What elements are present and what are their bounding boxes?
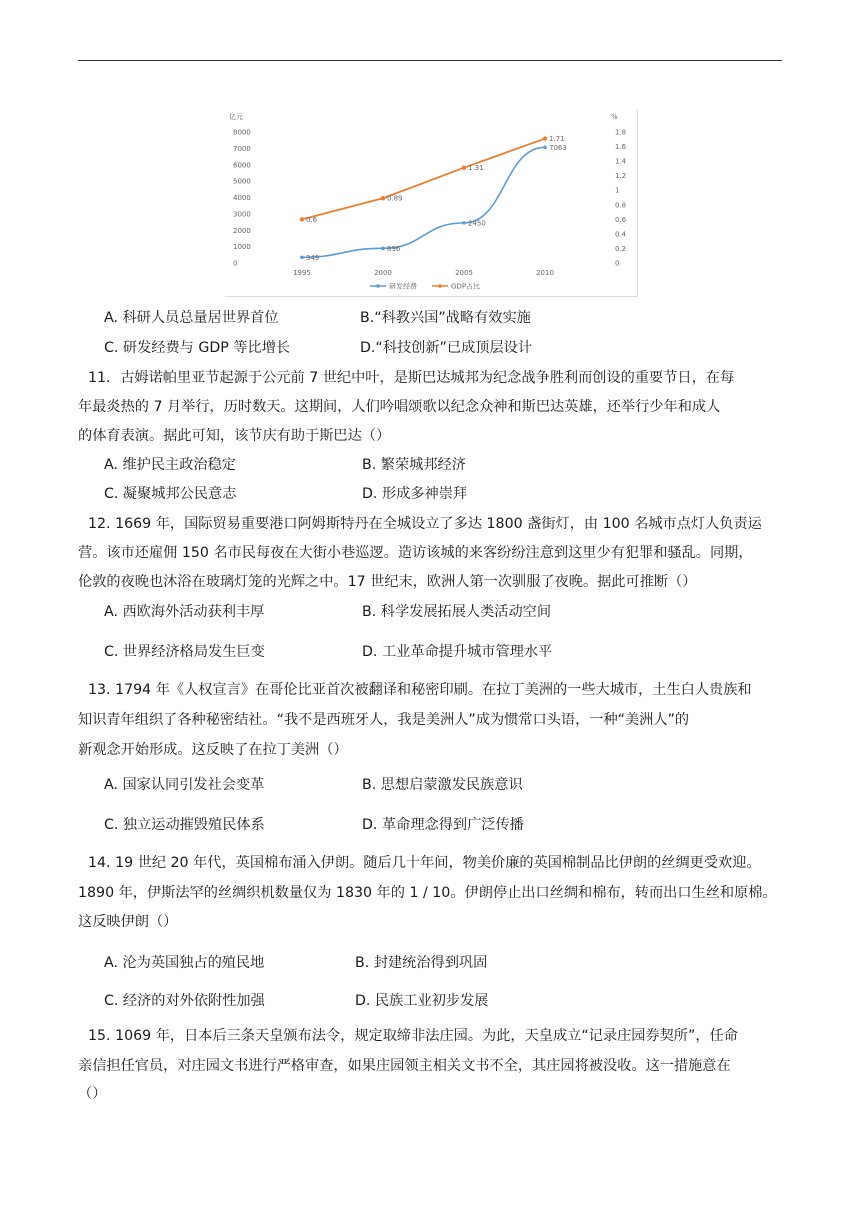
y-left-tick-label: 8000 xyxy=(233,128,251,137)
q12-option-a: A. 西欧海外活动获利丰厚 xyxy=(104,604,265,620)
q12-option-b: B. 科学发展拓展人类活动空间 xyxy=(362,604,552,620)
q13-option-d: D. 革命理念得到广泛传播 xyxy=(362,817,524,833)
y-left-tick-label: 3000 xyxy=(233,210,251,219)
q14-option-b: B. 封建统治得到巩固 xyxy=(355,955,488,971)
y-right-tick-label: 0 xyxy=(615,259,620,268)
gdp-share-point xyxy=(543,136,547,140)
q11-stem-line-3: 的体育表演。据此可知，该节庆有助于斯巴达（） xyxy=(78,428,391,444)
q15-stem-line-3: （） xyxy=(78,1086,107,1102)
gdp-share-data-label: 0.6 xyxy=(306,215,318,224)
legend-entry: GDP占比 xyxy=(451,282,481,291)
rd-funding-point xyxy=(543,146,547,150)
q14-stem-line-1: 14. 19 世纪 20 年代，英国棉布涌入伊朗。随后几十年间，物美价廉的英国棉制品比伊朗的丝绸更受欢迎。 xyxy=(88,855,761,871)
q11-option-c: C. 凝聚城邦公民意志 xyxy=(104,486,237,502)
gdp-share-data-label: 1.31 xyxy=(468,164,484,173)
q13-stem-line-1: 13. 1794 年《人权宣言》在哥伦比亚首次被翻译和秘密印刷。在拉丁美洲的一些大城市，土生白人贵族和 xyxy=(88,682,752,698)
q13-stem-line-3: 新观念开始形成。这反映了在拉丁美洲（） xyxy=(78,742,348,758)
rd-funding-data-label: 2450 xyxy=(468,219,486,228)
q11-stem-line-1: 11．古姆诺帕里亚节起源于公元前 7 世纪中叶，是斯巴达城邦为纪念战争胜利而创设的重要节日，在每 xyxy=(88,370,735,386)
y-right-tick-label: 0.4 xyxy=(615,230,627,239)
y-left-tick-label: 0 xyxy=(233,259,238,268)
y-left-unit-label: 亿元 xyxy=(229,113,243,121)
y-right-tick-label: 0.2 xyxy=(615,244,627,253)
y-right-tick-label: 1 xyxy=(615,186,620,195)
q14-stem-line-2: 1890 年，伊斯法罕的丝绸织机数量仅为 1830 年的 1 / 10。伊朗停止出口丝绸和棉布，转而出口生丝和原棉。 xyxy=(78,885,777,901)
y-right-tick-label: 0.8 xyxy=(615,201,627,210)
q11-stem-line-2: 年最炎热的 7 月举行，历时数天。这期间，人们吟唱颂歌以纪念众神和斯巴达英雄，还举行少年和成人 xyxy=(78,399,721,415)
q12-stem-line-2: 营。该市还雇佣 150 名市民每夜在大街小巷巡逻。造访该城的来客纷纷注意到这里少有犯罪和骚乱。同期， xyxy=(78,545,753,561)
y-right-tick-label: 1.2 xyxy=(615,172,627,181)
rd-funding-point xyxy=(462,221,466,225)
q10-option-c: C. 研发经费与 GDP 等比增长 xyxy=(104,340,291,356)
q12-option-d: D. 工业革命提升城市管理水平 xyxy=(362,644,553,660)
x-tick-label: 2005 xyxy=(455,269,473,277)
rd-funding-data-label: 7063 xyxy=(549,143,567,152)
q14-stem-line-3: 这反映伊朗（） xyxy=(78,914,178,930)
rd-funding-chart xyxy=(225,110,638,297)
legend-entry: 研发经费 xyxy=(389,282,417,291)
q10-option-a: A. 科研人员总量居世界首位 xyxy=(104,310,279,326)
q13-option-b: B. 思想启蒙激发民族意识 xyxy=(362,777,523,793)
gdp-share-data-label: 1.71 xyxy=(549,135,565,144)
series-line-rd-funding xyxy=(302,147,545,257)
gdp-share-point xyxy=(300,217,304,221)
x-tick-label: 2010 xyxy=(536,269,554,277)
q15-stem-line-1: 15. 1069 年，日本后三条天皇颁布法令，规定取缔非法庄园。为此，天皇成立“记录庄园券契所”，任命 xyxy=(88,1028,738,1044)
gdp-share-data-label: 0.89 xyxy=(387,194,403,203)
legend-marker xyxy=(376,284,380,288)
q14-option-a: A. 沦为英国独占的殖民地 xyxy=(104,955,265,971)
header-rule xyxy=(78,60,782,61)
y-right-tick-label: 1.4 xyxy=(615,157,627,166)
q12-option-c: C. 世界经济格局发生巨变 xyxy=(104,644,265,660)
q14-option-c: C. 经济的对外依附性加强 xyxy=(104,993,265,1009)
q13-option-c: C. 独立运动摧毁殖民体系 xyxy=(104,817,265,833)
q11-option-a: A. 维护民主政治稳定 xyxy=(104,457,236,473)
y-left-tick-label: 1000 xyxy=(233,243,251,252)
q13-stem-line-2: 知识青年组织了各种秘密结社。“我不是西班牙人，我是美洲人”成为惯常口头语，一种“美洲人”的 xyxy=(78,712,690,728)
y-left-tick-label: 5000 xyxy=(233,177,251,186)
q15-stem-line-2: 亲信担任官员，对庄园文书进行严格审查，如果庄园领主相关文书不全，其庄园将被没收。这一措施意在 xyxy=(78,1058,731,1074)
q10-option-d: D.“科技创新”已成顶层设计 xyxy=(360,340,533,356)
legend-marker xyxy=(438,284,442,288)
rd-funding-data-label: 349 xyxy=(306,253,320,262)
y-left-tick-label: 6000 xyxy=(233,161,251,170)
y-left-tick-label: 7000 xyxy=(233,144,251,153)
q11-option-b: B. 繁荣城邦经济 xyxy=(362,457,466,473)
rd-funding-data-label: 896 xyxy=(387,244,401,253)
q11-option-d: D. 形成多神崇拜 xyxy=(362,486,468,502)
x-tick-label: 2000 xyxy=(374,269,392,277)
q12-stem-line-3: 伦敦的夜晚也沐浴在玻璃灯笼的光辉之中。17 世纪末，欧洲人第一次驯服了夜晚。据此可推断（） xyxy=(78,574,697,590)
y-right-tick-label: 1.8 xyxy=(615,128,627,137)
gdp-share-point xyxy=(462,165,466,169)
q10-option-b: B.“科教兴国”战略有效实施 xyxy=(360,310,531,326)
x-tick-label: 1995 xyxy=(293,269,311,277)
y-left-tick-label: 4000 xyxy=(233,194,251,202)
y-right-tick-label: 0.6 xyxy=(615,215,627,224)
y-right-unit-label: % xyxy=(611,113,618,121)
y-right-tick-label: 1.6 xyxy=(615,143,627,152)
rd-funding-point xyxy=(381,247,385,251)
y-left-tick-label: 2000 xyxy=(233,226,251,235)
gdp-share-point xyxy=(381,196,385,200)
line-chart-svg xyxy=(225,110,637,296)
rd-funding-point xyxy=(300,255,304,259)
q12-stem-line-1: 12. 1669 年，国际贸易重要港口阿姆斯特丹在全城设立了多达 1800 盏街灯，由 100 名城市点灯人负责运 xyxy=(88,516,762,532)
q14-option-d: D. 民族工业初步发展 xyxy=(355,993,489,1009)
q13-option-a: A. 国家认同引发社会变革 xyxy=(104,777,265,793)
